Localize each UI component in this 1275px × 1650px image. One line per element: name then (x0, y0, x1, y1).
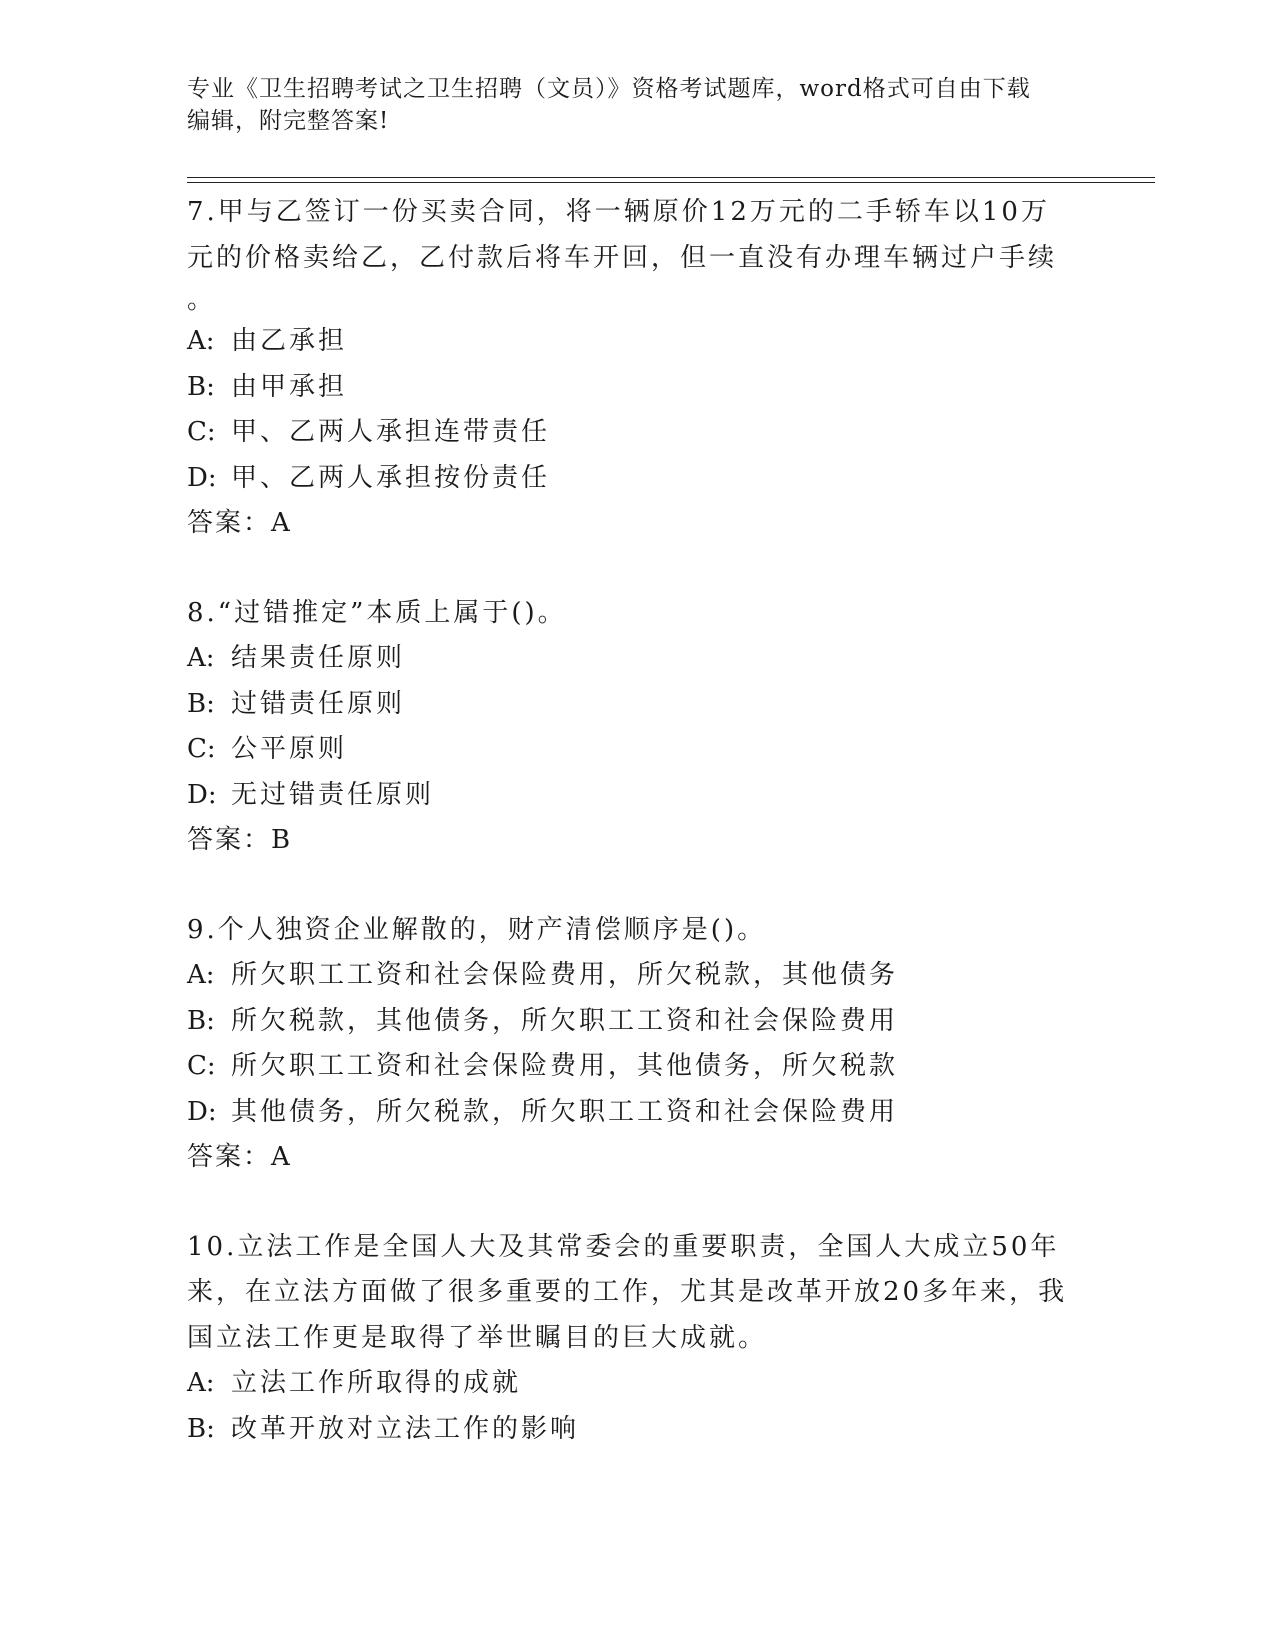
page-header (187, 73, 1077, 137)
option-b (187, 1407, 1087, 1453)
option-text: 过错责任原则 (231, 688, 406, 719)
option-text: 甲、乙两人承担按份责任 (231, 462, 551, 493)
answer-label: 答案： (187, 1142, 272, 1172)
header-divider-secondary (187, 182, 1155, 183)
option-text: 甲、乙两人承担连带责任 (231, 417, 551, 447)
option-text: 其他债务，所欠税款，所欠职工工资和社会保险费用 (231, 1096, 899, 1127)
option-key: B: (187, 1005, 215, 1036)
option-text: 立法工作所取得的成就 (231, 1368, 522, 1398)
option-d (187, 1090, 1087, 1136)
question-stem-line: 。 (187, 285, 214, 315)
option-a (187, 1361, 1087, 1407)
option-d (187, 456, 1087, 502)
option-c (187, 410, 1087, 456)
option-a (187, 636, 1087, 682)
answer-value: A (271, 1142, 293, 1172)
question-list (187, 190, 1087, 1452)
option-text: 所欠税款，其他债务，所欠职工工资和社会保险费用 (231, 1005, 899, 1036)
option-key: A: (187, 1368, 215, 1398)
option-key: D: (187, 462, 217, 493)
option-key: B: (187, 371, 215, 402)
option-key: C: (187, 1051, 216, 1081)
header-divider (187, 177, 1155, 178)
option-a (187, 953, 1087, 999)
option-a (187, 319, 1087, 365)
option-key: D: (187, 1096, 217, 1127)
option-text: 由甲承担 (231, 371, 348, 402)
option-text: 无过错责任原则 (231, 779, 435, 810)
question-10 (187, 1225, 1087, 1453)
option-d (187, 773, 1087, 819)
option-text: 所欠职工工资和社会保险费用，所欠税款，其他债务 (231, 960, 899, 990)
option-text: 所欠职工工资和社会保险费用，其他债务，所欠税款 (231, 1051, 899, 1081)
option-key: B: (187, 688, 215, 719)
answer-line (187, 818, 1087, 864)
option-c (187, 727, 1087, 773)
answer-label: 答案： (187, 508, 272, 538)
option-key: D: (187, 779, 217, 810)
question-7 (187, 190, 1087, 547)
answer-value: A (271, 508, 293, 538)
question-stem-line: 8.“过错推定”本质上属于()。 (187, 597, 567, 628)
option-key: C: (187, 734, 216, 764)
question-stem-line: 7.甲与乙签订一份买卖合同，将一辆原价12万元的二手轿车以10万 (187, 197, 1050, 227)
option-key: C: (187, 417, 216, 447)
option-text: 结果责任原则 (231, 643, 406, 673)
answer-line (187, 501, 1087, 547)
answer-value: B (271, 825, 294, 855)
option-key: A: (187, 643, 215, 673)
answer-line (187, 1135, 1087, 1181)
option-key: A: (187, 326, 215, 356)
question-8 (187, 591, 1087, 864)
header-line-2: 编辑，附完整答案! (187, 108, 390, 134)
option-text: 由乙承担 (231, 326, 348, 356)
option-b (187, 682, 1087, 728)
option-text: 改革开放对立法工作的影响 (231, 1413, 580, 1444)
header-line-1: 专业《卫生招聘考试之卫生招聘（文员）》资格考试题库，word格式可自由下载 (187, 76, 1031, 102)
question-stem-line: 10.立法工作是全国人大及其常委会的重要职责，全国人大成立50年 (187, 1231, 1060, 1262)
question-stem-line: 9.个人独资企业解散的，财产清偿顺序是()。 (187, 914, 767, 945)
answer-label: 答案： (187, 825, 272, 855)
question-stem-line: 元的价格卖给乙，乙付款后将车开回，但一直没有办理车辆过户手续 (187, 242, 1058, 273)
option-text: 公平原则 (231, 734, 348, 764)
question-stem-line: 来，在立法方面做了很多重要的工作，尤其是改革开放20多年来，我 (187, 1277, 1068, 1307)
option-key: B: (187, 1413, 215, 1444)
option-key: A: (187, 960, 215, 990)
option-c (187, 1044, 1087, 1090)
option-b (187, 365, 1087, 411)
question-9 (187, 908, 1087, 1181)
option-b (187, 999, 1087, 1045)
question-stem-line: 国立法工作更是取得了举世瞩目的巨大成就。 (187, 1322, 768, 1353)
